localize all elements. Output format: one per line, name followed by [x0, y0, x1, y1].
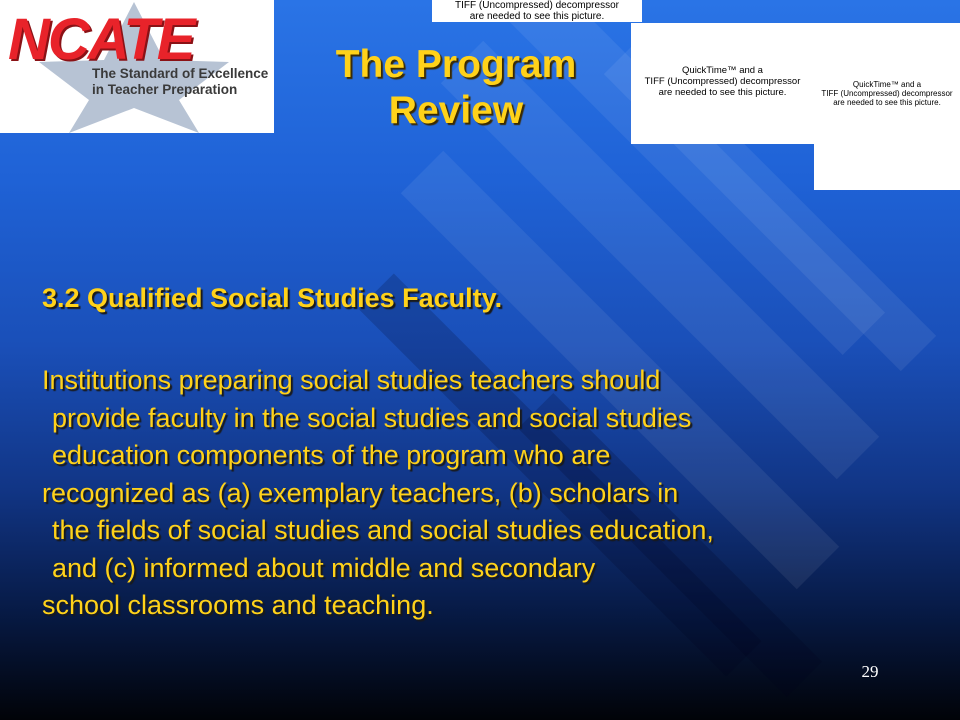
title-line: The Program	[335, 43, 577, 86]
page-number: 29	[861, 662, 879, 681]
slide-body	[42, 280, 922, 625]
paragraph-line: and (c) informed about middle and secondary	[52, 552, 596, 583]
paragraph-line: education components of the program who are	[52, 440, 611, 470]
placeholder-text: QuickTime™ and a	[852, 80, 922, 89]
placeholder-text: are needed to see this picture.	[658, 87, 787, 98]
title-line: Review	[388, 89, 524, 132]
logo-tagline: The Standard of Excellence	[92, 66, 269, 81]
paragraph-line: school classrooms and teaching.	[42, 590, 434, 620]
image-placeholder-right	[814, 23, 960, 190]
standard-heading: 3.2 Qualified Social Studies Faculty.	[42, 283, 503, 313]
placeholder-text: are needed to see this picture.	[469, 11, 605, 22]
logo-tagline: in Teacher Preparation	[92, 82, 238, 97]
standard-paragraph	[42, 362, 922, 625]
placeholder-text: TIFF (Uncompressed) decompressor	[821, 89, 953, 98]
slide-title	[296, 42, 616, 134]
placeholder-text: are needed to see this picture.	[833, 98, 941, 107]
ncate-logo	[0, 0, 274, 133]
image-placeholder-top	[432, 0, 642, 22]
paragraph-line: Institutions preparing social studies teachers should	[42, 365, 661, 395]
paragraph-line: the fields of social studies and social studies education,	[52, 515, 714, 545]
placeholder-text: TIFF (Uncompressed) decompressor	[644, 76, 801, 87]
paragraph-line: provide faculty in the social studies and social studies	[52, 402, 692, 433]
logo-wordmark: NCATE	[8, 7, 194, 72]
paragraph-line: recognized as (a) exemplary teachers, (b) scholars in	[42, 477, 679, 508]
image-placeholder-middle	[631, 23, 814, 144]
placeholder-text: QuickTime™ and a	[682, 65, 763, 76]
placeholder-text: TIFF (Uncompressed) decompressor	[455, 0, 619, 11]
